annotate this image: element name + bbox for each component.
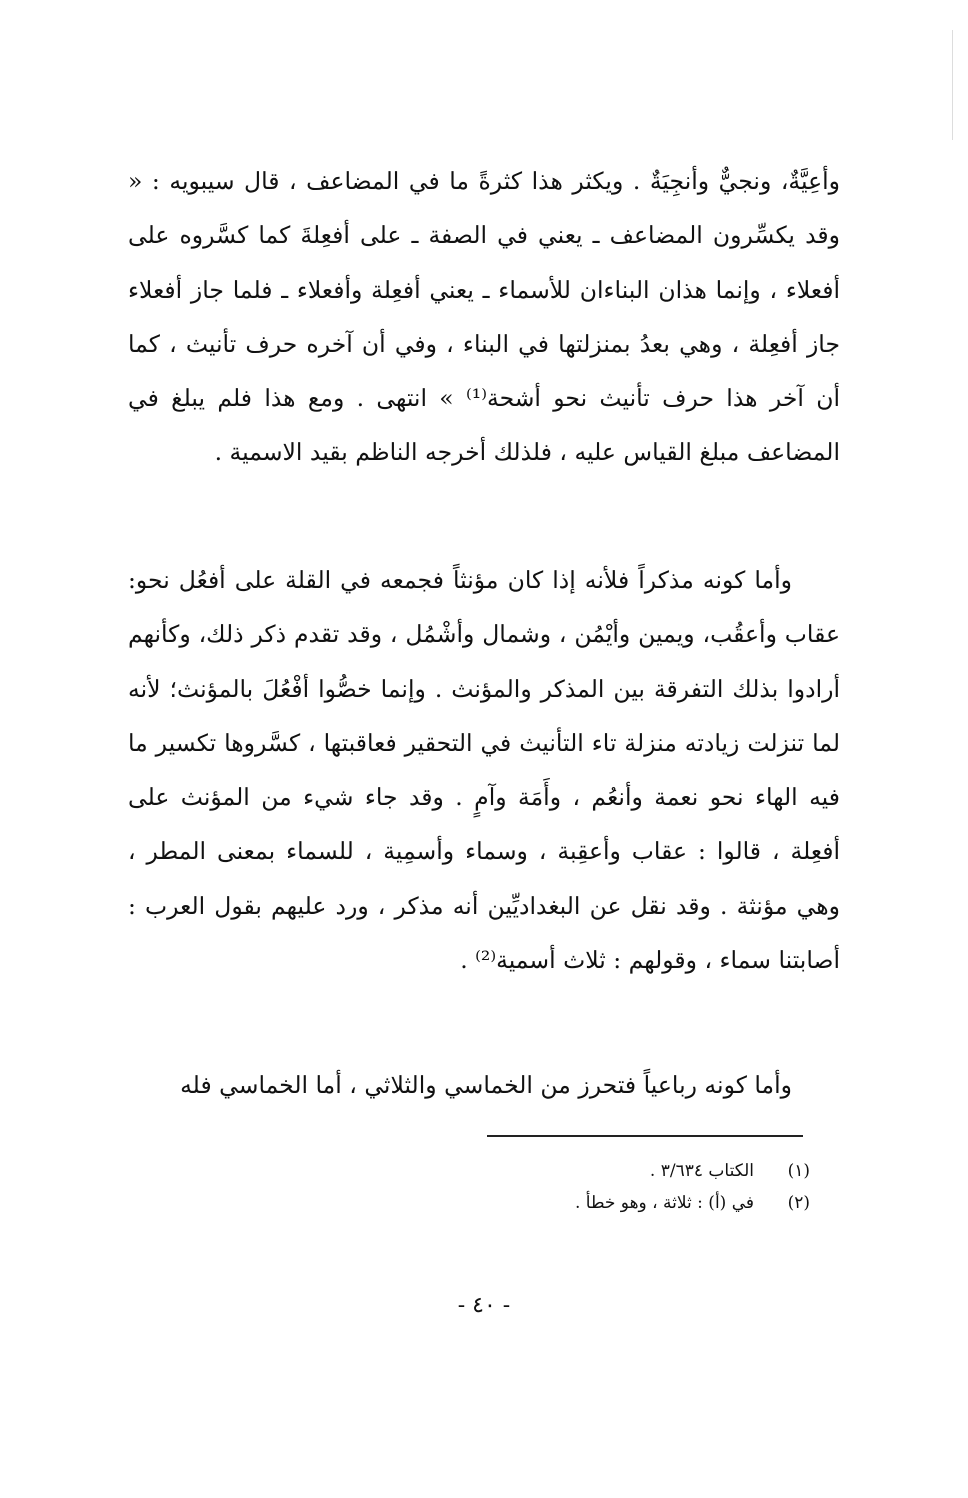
footnote-2-number: (٢) (787, 1193, 810, 1213)
footnote-1 (430, 1155, 810, 1187)
paragraph-1: وأعِيَّةٌ، ونجيٌّ وأنجِيَةٌ . ويكثر هذا كثرةً ما في المضاعف ، قال سيبويه : « وقد يكسِّرون المضاعف ـ يعني في الصفة ـ على أفعِلةَ كما كسَّروه على أفعلاء ، وإنما هذان البناءان للأسماء ـ يعني أفعِلة وأفعلاء ـ فلما جاز أفعلاء جاز أفعِلة ، وهي بعدُ بمنزلتها في البناء ، وفي أن آخره حرف تأنيث ، كما أن آخر هذا حرف تأنيث نحو أشحة⁽¹⁾ » انتهى . ومع هذا فلم يبلغ في المضاعف مبلغ القياس عليه ، فلذلك أخرجه الناظم بقيد الاسمية . (128, 167, 840, 467)
main-text-section-1 (128, 154, 840, 480)
footnote-2 (430, 1187, 810, 1219)
footnote-1-text: الكتاب ٣/٦٣٤ . (649, 1161, 754, 1181)
footnotes (430, 1155, 810, 1219)
main-text-section-3 (128, 1058, 840, 1112)
page-number: - ٤٠ - (457, 1293, 511, 1318)
footnote-separator (487, 1135, 803, 1137)
footnote-1-number: (١) (787, 1161, 810, 1181)
scan-margin-line (952, 30, 953, 140)
paragraph-2: وأما كونه مذكراً فلأنه إذا كان مؤنثاً فجمعه في القلة على أفعُل نحو: عقاب وأعقُب، ويمين وأيْمُن ، وشمال وأشْمُل ، وقد تقدم ذكر ذلك، وكأنهم أرادوا بذلك التفرقة بين المذكر والمؤنث . وإنما خصُّوا أفْعُلَ بالمؤنث؛ لأنه لما تنزلت زيادته منزلة تاء التأنيث في التحقير فعاقبتها ، كسَّروها تكسير ما فيه الهاء نحو نعمة وأنعُم ، وأَمَة وآمٍ . وقد جاء شيء من المؤنث على أفعِلة ، قالوا : عقاب وأعقِبة ، وسماء وأسمِية ، للسماء بمعنى المطر ، وهي مؤنثة . وقد نقل عن البغداديِّين أنه مذكر ، ورد عليهم بقول العرب : أصابتنا سماء ، وقولهم : ثلاث أسمية⁽²⁾ . (128, 566, 840, 975)
paragraph-3: وأما كونه رباعياً فتحرز من الخماسي والثلاثي ، أما الخماسي فله (180, 1071, 792, 1099)
main-text-section-2 (128, 553, 840, 987)
footnote-2-text: في (أ) : ثلاثة ، وهو خطأ . (574, 1193, 754, 1213)
